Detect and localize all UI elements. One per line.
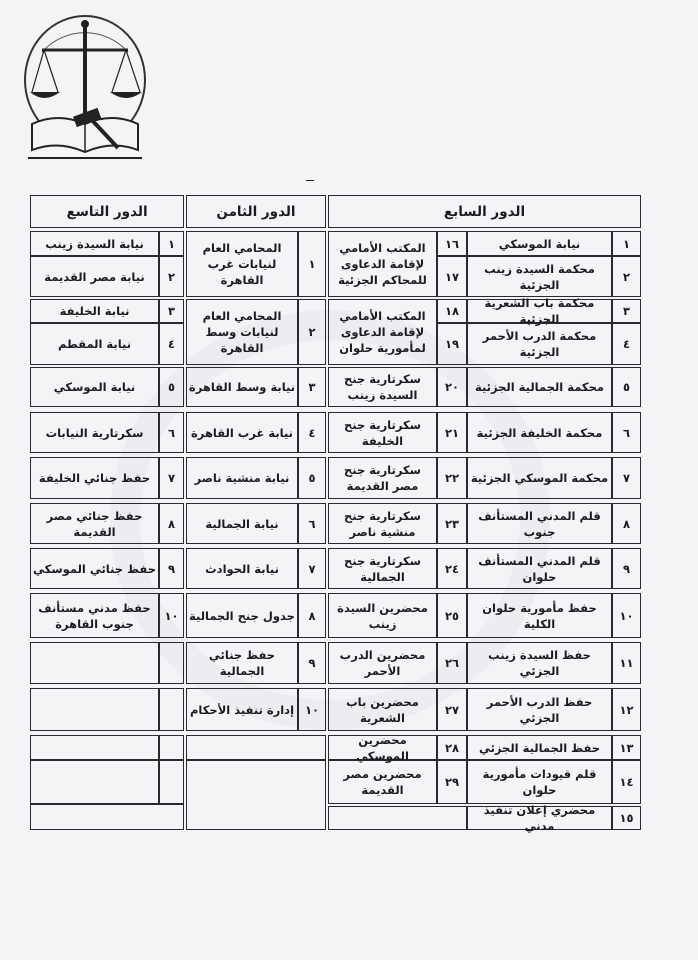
eighth-empty-cell [186,760,326,830]
eighth-num: ٦ [308,516,316,531]
seventh-b-num: ٢٩ [444,775,460,789]
ninth-item: نيابة السيدة زينب [45,236,144,251]
eighth-num: ٩ [308,656,316,670]
eighth-num: ٣ [308,380,316,394]
ninth-item: سكرتارية النيابات [45,425,144,440]
seventh-b-item: سكرتارية جنح منشية ناصر [344,508,421,539]
ninth-item: حفظ مدني مستأنف جنوب القاهرة [38,600,151,631]
seventh-b-item: محضرين الدرب الأحمر [339,648,426,678]
eighth-num: ١٠ [304,702,320,717]
seventh-a-num: ٤ [622,337,631,351]
ninth-empty-num-cell [159,760,184,804]
eighth-item: إدارة تنفيذ الأحكام [189,702,295,717]
seventh-a-num: ١ [622,236,631,251]
seventh-a-num: ٢ [622,269,631,284]
seventh-a-num: ٦ [622,425,631,440]
seventh-b-num: ١٨ [444,304,460,318]
seventh-b-item: محضرين السيدة زينب [337,600,428,631]
eighth-item: نيابة منشية ناصر [194,471,290,485]
eighth-item: حفظ جنائي الجمالية [208,648,276,678]
ninth-item: نيابة مصر القديمة [44,269,145,284]
seventh-b-num: ٢٢ [444,471,460,485]
seventh-a-num: ١٠ [619,608,634,623]
eighth-item: نيابة الحوادث [205,561,279,576]
seventh-a-num: ١٤ [619,775,634,789]
seventh-a-item: محكمة الموسكي الجزئية [470,471,609,485]
seventh-a-item: حفظ الجمالية الجزئي [478,740,601,755]
seventh-a-item: محضري إعلان تنفيذ مدني [483,803,596,833]
ninth-item: نيابة الموسكي [53,380,136,394]
seventh-b-num: ١٧ [444,269,460,284]
seventh-b-num: ٢١ [444,425,460,440]
ninth-num: ٨ [167,516,176,531]
eighth-num: ٧ [308,561,316,576]
seventh-b-item: سكرتارية جنح السيدة زينب [344,372,421,402]
eighth-item: نيابة غرب القاهرة [191,425,293,440]
seventh-a-num: ٣ [622,304,631,318]
header-eighth: الدور الثامن [216,203,296,220]
seventh-a-item: حفظ مأمورية حلوان الكلية [482,600,597,631]
ninth-num: ٢ [167,269,176,284]
ninth-num: ١ [167,236,176,251]
ninth-empty-num-cell [159,735,184,760]
seventh-b-num: ٢٠ [444,380,460,394]
seventh-a-num: ٥ [622,380,631,394]
seventh-b-item: المكتب الأمامي لإقامة الدعاوى للمحاكم الجزئية [338,241,427,287]
seventh-a-item: محكمة الدرب الأحمر الجزئية [482,329,597,359]
ninth-item: نيابة المقطم [57,337,132,351]
ninth-item: حفظ جنائي الموسكي [33,561,156,576]
document-subtitle [130,162,490,180]
eighth-item: المحامي العام لنيابات غرب القاهرة [202,241,282,287]
seventh-a-num: ١٢ [619,702,634,717]
eighth-item: نيابة وسط القاهرة [188,380,296,394]
seventh-a-num: ٧ [622,471,631,485]
seventh-a-num: ١١ [619,656,634,670]
header-seventh: الدور السابع [443,203,526,220]
eighth-num: ١ [308,257,316,271]
ninth-empty-item-cell [30,688,159,731]
ninth-num: ٧ [167,471,176,485]
seventh-b-num: ٢٤ [444,561,460,576]
ninth-empty-num-cell [159,642,184,684]
seventh-a-item: محكمة السيدة زينب الجزئية [484,261,595,292]
ninth-num: ٤ [167,337,176,351]
seventh-a-item: حفظ السيدة زينب الجزئي [488,648,591,678]
ninth-num: ١٠ [164,608,179,623]
eighth-num: ٤ [308,425,316,440]
seventh-a-num: ١٥ [619,811,634,825]
seventh-a-item: محكمة باب الشعرية الجزئية [484,296,595,326]
seventh-a-item: حفظ الدرب الأحمر الجزئي [486,694,593,725]
seventh-b-num: ٢٥ [444,608,460,623]
seventh-b-num: ٢٧ [444,702,460,717]
eighth-num: ٨ [308,608,316,623]
ninth-item: نيابة الخليفة [59,304,130,318]
ninth-num: ٩ [167,561,176,576]
eighth-item: نيابة الجمالية [205,516,279,531]
seventh-b-num: ٢٦ [444,656,460,670]
scales-of-justice-logo [22,12,148,172]
ninth-item: حفظ جنائي مصر القديمة [46,508,143,539]
seventh-b-item: محضرين الموسكي [356,732,409,763]
seventh-b-num: ٢٣ [444,516,460,531]
seventh-b-empty-cell [328,806,467,830]
seventh-b-item: سكرتارية جنح الجمالية [344,553,421,584]
seventh-a-item: محكمة الخليفة الجزئية [476,425,603,440]
seventh-a-item: نيابة الموسكي [498,236,581,251]
ninth-item: حفظ جنائي الخليفة [38,471,151,485]
seventh-b-num: ١٩ [444,337,460,351]
seventh-a-item: قلم قيودات مأمورية حلوان [482,767,597,797]
ninth-empty-item-cell [30,642,159,684]
seventh-b-item: سكرتارية جنح مصر القديمة [344,463,421,493]
ninth-num: ٥ [167,380,176,394]
seventh-a-num: ٨ [622,516,631,531]
seventh-b-item: سكرتارية جنح الخليفة [344,417,421,448]
ninth-num: ٦ [167,425,176,440]
seventh-b-num: ١٦ [444,236,460,251]
ninth-empty-item-cell [30,735,159,760]
eighth-num: ٢ [308,325,316,339]
header-ninth: الدور التاسع [66,203,148,220]
eighth-num: ٥ [308,471,316,485]
seventh-b-item: محضرين باب الشعرية [346,694,419,725]
eighth-item: المحامي العام لنيابات وسط القاهرة [202,309,282,355]
ninth-num: ٣ [167,304,176,318]
ninth-empty-num-cell [159,688,184,731]
seventh-b-item: المكتب الأمامي لإقامة الدعاوى لمأمورية حلوان [339,309,426,355]
seventh-b-item: محضرين مصر القديمة [343,767,422,797]
seventh-a-item: محكمة الجمالية الجزئية [474,380,605,394]
seventh-a-item: قلم المدني المستأنف حلوان [478,553,601,584]
eighth-item: جدول جنح الجمالية [189,608,295,623]
ninth-empty-item-cell [30,760,159,804]
ninth-empty-cell [30,804,184,830]
seventh-a-num: ١٣ [619,740,634,755]
seventh-a-item: قلم المدني المستأنف جنوب [478,508,601,539]
seventh-b-num: ٢٨ [444,740,460,755]
seventh-a-num: ٩ [622,561,631,576]
eighth-empty-cell [186,735,326,760]
